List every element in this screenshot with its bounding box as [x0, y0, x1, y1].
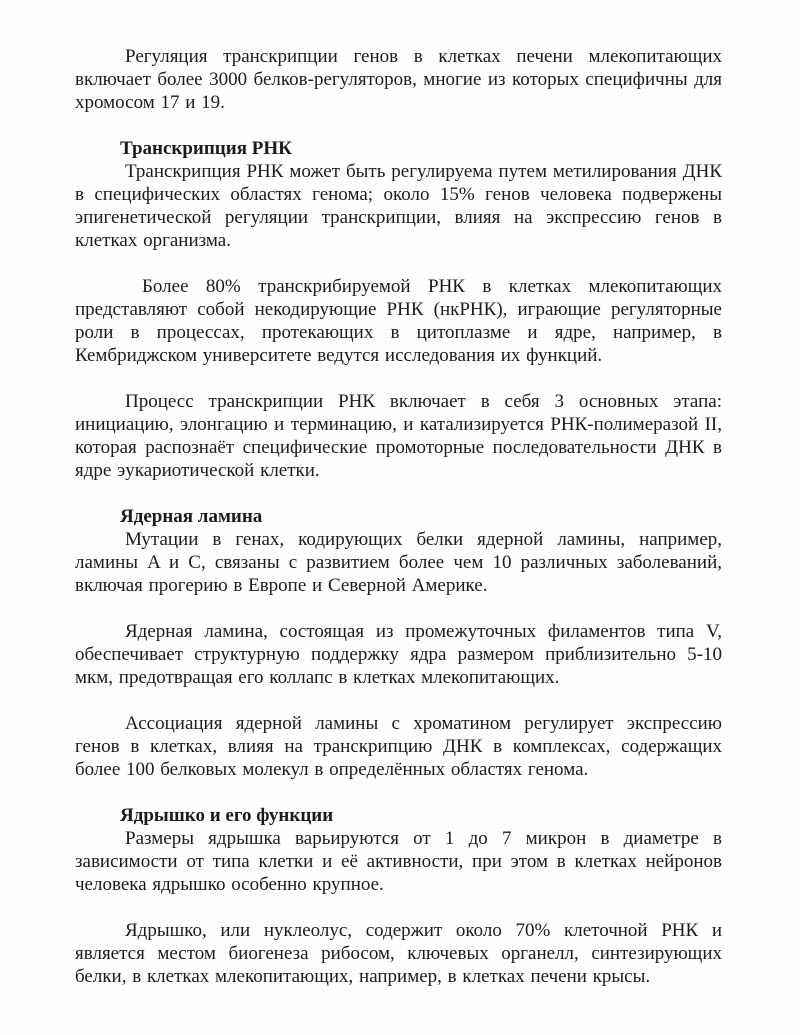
section-heading-rna-transcription: Транскрипция РНК: [120, 138, 292, 159]
section-heading-nucleolus: Ядрышко и его функции: [120, 805, 334, 826]
body-paragraph: Мутации в генах, кодирующих белки ядерной ламины, например, ламины A и C, связаны с развитием более чем 10 различных заболеваний, включая прогерию в Европе и Северной Америке.: [75, 529, 722, 596]
body-paragraph: Более 80% транскрибируемой РНК в клетках млекопитающих представляют собой некодирующие РНК (нкРНК), играющие регуляторные роли в процессах, протекающих в цитоплазме и ядре, например, в Кембриджском университете ведутся исследования их функций.: [75, 276, 722, 366]
body-paragraph: Ассоциация ядерной ламины с хроматином регулирует экспрессию генов в клетках, влияя на транскрипцию ДНК в комплексах, содержащих более 100 белковых молекул в определённых областях генома.: [75, 713, 722, 780]
section-heading-nuclear-lamina: Ядерная ламина: [120, 506, 263, 527]
body-paragraph: Регуляция транскрипции генов в клетках печени млекопитающих включает более 3000 белков-регуляторов, многие из которых специфичны для хромосом 17 и 19.: [75, 46, 722, 113]
body-paragraph: Транскрипция РНК может быть регулируема путем метилирования ДНК в специфических областях генома; около 15% генов человека подвержены эпигенетической регуляции транскрипции, влияя на экспрессию генов в клетках организма.: [75, 161, 722, 251]
body-paragraph: Ядерная ламина, состоящая из промежуточных филаментов типа V, обеспечивает структурную поддержку ядра размером приблизительно 5-10 мкм, предотвращая его коллапс в клетках млекопитающих.: [75, 621, 722, 688]
body-paragraph: Ядрышко, или нуклеолус, содержит около 70% клеточной РНК и является местом биогенеза рибосом, ключевых органелл, синтезирующих белки, в клетках млекопитающих, например, в клетках печени крысы.: [75, 920, 722, 987]
body-paragraph: Размеры ядрышка варьируются от 1 до 7 микрон в диаметре в зависимости от типа клетки и её активности, при этом в клетках нейронов человека ядрышко особенно крупное.: [75, 828, 722, 895]
body-paragraph: Процесс транскрипции РНК включает в себя 3 основных этапа: инициацию, элонгацию и терминацию, и катализируется РНК-полимеразой II, которая распознаёт специфические промоторные последовательности ДНК в ядре эукариотической клетки.: [75, 391, 722, 481]
